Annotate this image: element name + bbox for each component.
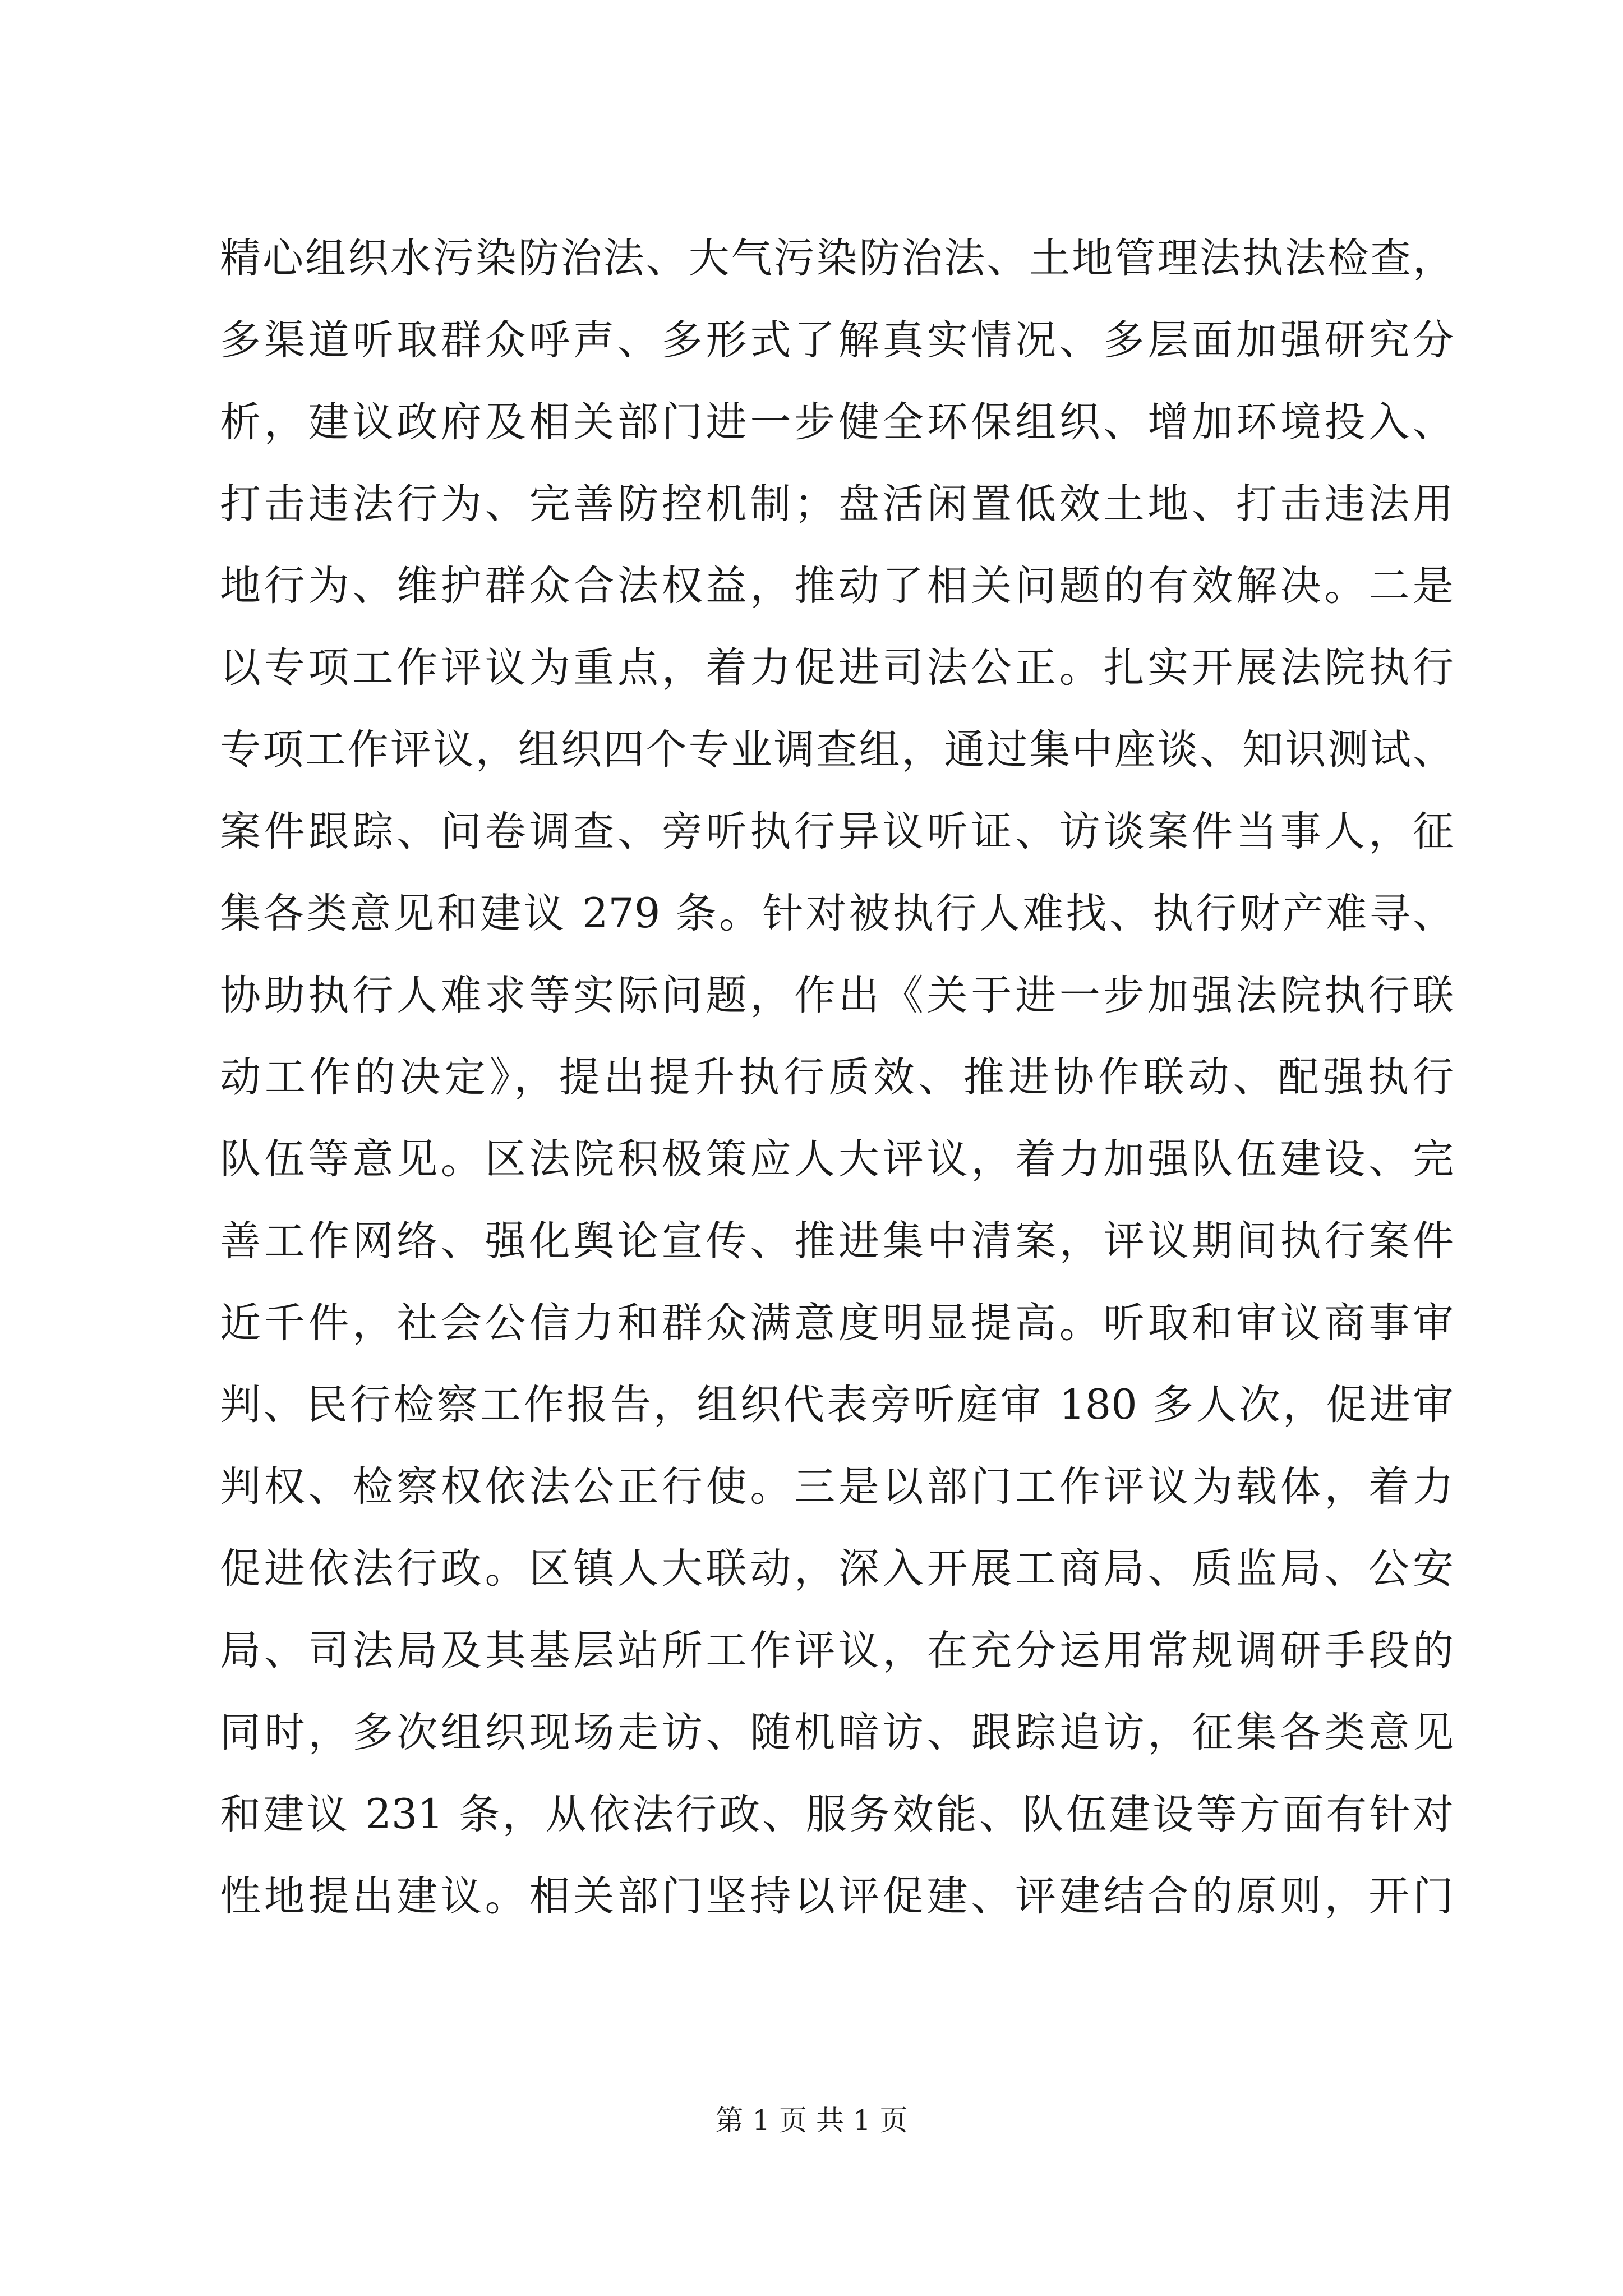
text-line: 集各类意见和建议 279 条。针对被执行人难找、执行财产难寻、 [220,890,1454,937]
page-number-label: 第 1 页 共 1 页 [715,2104,908,2137]
text-line: 精心组织水污染防治法、大气污染防治法、土地管理法执法检查， [220,234,1454,282]
text-line: 以专项工作评议为重点，着力促进司法公正。扎实开展法院执行 [220,644,1454,692]
text-line: 多渠道听取群众呼声、多形式了解真实情况、多层面加强研究分 [220,316,1454,364]
text-line: 局、司法局及其基层站所工作评议，在充分运用常规调研手段的 [220,1627,1454,1674]
body-text [220,218,1454,1938]
text-line: 打击违法行为、完善防控机制；盘活闲置低效土地、打击违法用 [220,480,1454,528]
text-line: 和建议 231 条，从依法行政、服务效能、队伍建设等方面有针对 [220,1791,1454,1838]
text-line: 协助执行人难求等实际问题，作出《关于进一步加强法院执行联 [220,972,1454,1019]
text-line: 判权、检察权依法公正行使。三是以部门工作评议为载体，着力 [220,1463,1454,1511]
text-line: 动工作的决定》，提出提升执行质效、推进协作联动、配强执行 [220,1053,1454,1101]
text-line: 同时，多次组织现场走访、随机暗访、跟踪追访，征集各类意见 [220,1709,1454,1756]
text-line: 近千件，社会公信力和群众满意度明显提高。听取和审议商事审 [220,1299,1454,1347]
text-line: 案件跟踪、问卷调查、旁听执行异议听证、访谈案件当事人，征 [220,808,1454,855]
text-line: 析，建议政府及相关部门进一步健全环保组织、增加环境投入、 [220,398,1454,446]
text-line: 善工作网络、强化舆论宣传、推进集中清案，评议期间执行案件 [220,1217,1454,1265]
text-line: 判、民行检察工作报告，组织代表旁听庭审 180 多人次，促进审 [220,1381,1454,1429]
page-footer [0,2098,1623,2138]
text-line: 队伍等意见。区法院积极策应人大评议，着力加强队伍建设、完 [220,1135,1454,1183]
text-line: 性地提出建议。相关部门坚持以评促建、评建结合的原则，开门 [220,1872,1454,1920]
text-line: 促进依法行政。区镇人大联动，深入开展工商局、质监局、公安 [220,1545,1454,1593]
text-line: 地行为、维护群众合法权益，推动了相关问题的有效解决。二是 [220,562,1454,610]
text-line: 专项工作评议，组织四个专业调查组，通过集中座谈、知识测试、 [220,726,1454,774]
